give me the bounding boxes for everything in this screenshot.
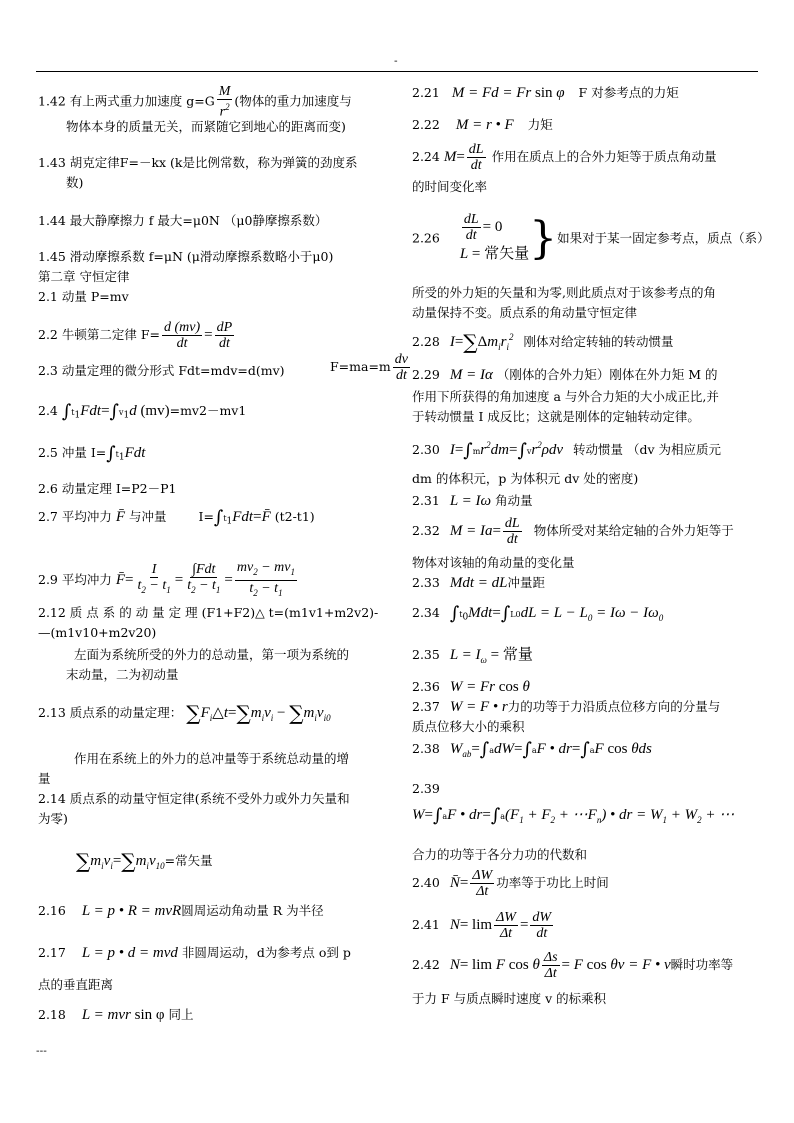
text-2-13b: 作用在系统上的外力的总冲量等于系统总动量的增: [74, 751, 350, 766]
label-2-4: 2.4: [38, 403, 58, 418]
text-2-37b: 质点位移大小的乘积: [412, 719, 525, 734]
label-2-36: 2.36: [412, 679, 440, 694]
formula-2-24: 2.24 M= $\frac{dL}{dt}$ 作用在质点上的合外力矩等于质点角动量: [412, 142, 717, 173]
text-2-32b: 物体对该轴的角动量的变化量: [412, 555, 575, 570]
formula-2-3b: F=ma=m $\frac{dv}{dt}$: [330, 352, 408, 383]
formula-2-30: 2.30 $I=\int mr^2dm=\int vr^2\rho dv$ 转动惯量 （dv 为相应质元: [412, 440, 722, 461]
text-2-14a: 2.14 质点系的动量守恒定律(系统不受外力或外力矢量和: [38, 791, 350, 806]
text-2-40: 功率等于功比上时间: [496, 875, 609, 890]
text-1-42b: (物体的重力加速度与: [234, 93, 352, 109]
text-2-3b: F=ma=m: [330, 359, 391, 374]
text-1-42a: 1.42 有上两式重力加速度 g=G: [38, 93, 215, 109]
formula-2-16: 2.16 L = p • R = mvR圆周运动角动量 R 为半径: [38, 903, 324, 919]
formula-2-18: 2.18 L = mvr sin φ 同上: [38, 1007, 194, 1023]
text-2-24: 作用在质点上的合外力矩等于质点角动量: [491, 149, 717, 164]
text-2-29c: 于转动惯量 I 成反比；这就是刚体的定轴转动定律。: [412, 409, 700, 424]
text-2-29b: 作用下所获得的角加速度 a 与外合力矩的大小成正比,并: [412, 389, 719, 404]
label-2-34: 2.34: [412, 605, 440, 620]
header-mark: -: [394, 56, 398, 67]
formula-2-32: 2.32 M = Ia= $\frac{dL}{dt}$ 物体所受对某给定轴的合外力矩等于: [412, 516, 734, 547]
text-1-45: 1.45 滑动摩擦系数 f=μN (μ滑动摩擦系数略小于μ0): [38, 249, 334, 264]
formula-2-28: 2.28 $I=\sum\Delta m_ir_i^2$ 刚体对给定转轴的转动惯量: [412, 330, 674, 354]
text-2-17: 非圆周运动，d为参考点 o到 p: [181, 945, 351, 960]
formula-2-41: 2.41 N= lim $\frac{\Delta W}{\Delta t}$ = $\frac{dW}{dt}$: [412, 910, 552, 941]
text-2-1: 2.1 动量 P=mv: [38, 289, 129, 304]
label-2-35: 2.35: [412, 647, 440, 662]
formula-2-14: $\sum m_iv_i=\sum m_iv_{10}=$常矢量: [76, 849, 213, 873]
text-2-21: F 对参考点的力矩: [578, 85, 679, 100]
text-2-12a: 2.12 质 点 系 的 动 量 定 理 (F1+F2)△ t=(m1v1+m2v2)-: [38, 605, 379, 620]
text-2-37: 力的功等于力沿质点位移方向的分量与: [507, 699, 721, 714]
fraction-m-r2: $\frac{M}{r^2}$: [218, 84, 231, 120]
text-2-31: 角动量: [495, 493, 533, 508]
formula-2-9: 2.9 平均冲力 F̄= $\frac{I}{t_2 - t_1}$ = $\frac{\text{∫Fdt}}{t_2 - t_1}$ = $\frac{mv_2 - mv_1}{t_2 - t_1}$: [38, 560, 295, 598]
text-2-17b: 点的垂直距离: [38, 977, 114, 992]
formula-2-37: 2.37 W = F • r力的功等于力沿质点位移方向的分量与: [412, 699, 721, 715]
text-2-2: 2.2 牛顿第二定律 F=: [38, 327, 160, 342]
label-2-39: 2.39: [412, 781, 440, 796]
text-2-26c: 动量保持不变。质点系的角动量守恒定律: [412, 305, 638, 320]
label-2-24: 2.24: [412, 149, 440, 164]
header-rule: [36, 71, 758, 72]
text-2-6: 2.6 动量定理 I=P2－P1: [38, 481, 177, 496]
formula-2-29: 2.29 M = Iα （刚体的合外力矩）刚体在外力矩 M 的: [412, 367, 718, 383]
text-2-29: （刚体的合外力矩）刚体在外力矩 M 的: [496, 367, 718, 382]
text-2-39: 合力的功等于各分力功的代数和: [412, 847, 588, 862]
formula-2-42: 2.42 N= lim F cos θ $\frac{\Delta s}{\Delta t}$ = F cos θv = F • v瞬时功率等: [412, 950, 734, 981]
formula-2-5: 2.5 冲量 $I=\int t_1Fdt$: [38, 443, 146, 464]
formula-2-2: 2.2 牛顿第二定律 F= $\frac{d (mv)}{dt}$ = $\frac{dP}{dt}$: [38, 320, 233, 351]
label-2-22: 2.22: [412, 117, 440, 132]
formula-2-4: 2.4 $\int t_1Fdt=\int v_1d$ (mv)=mv2－mv1: [38, 401, 247, 422]
text-2-12c: 左面为系统所受的外力的总动量，第一项为系统的: [74, 647, 350, 662]
text-2-12d: 末动量，二为初动量: [66, 667, 179, 682]
formula-2-31: 2.31 L = Iω 角动量: [412, 493, 533, 509]
text-1-42c: 物体本身的质量无关，而紧随它到地心的距离而变): [66, 119, 346, 134]
label-2-28: 2.28: [412, 334, 440, 349]
text-2-7d: (t2-t1): [274, 509, 315, 524]
text-2-28: 刚体对给定转轴的转动惯量: [523, 334, 674, 349]
formula-2-39: W=∫aF • $dr=\int a(F_1 + F_2$ + $\cdots F_n$) • dr = $W_1 + W_2$ + ⋯: [412, 805, 735, 826]
formula-2-26: 2.26 $\frac{dL}{dt}$ = 0 L = 常矢量 }如果对于某一固定参考点，质点（系）: [412, 212, 770, 264]
formula-2-17: 2.17 L = p • d = mvd 非圆周运动，d为参考点 o到 p: [38, 945, 351, 961]
formula-1-42: [38, 84, 352, 120]
text-2-32: 物体所受对某给定轴的合外力矩等于: [533, 523, 734, 538]
label-2-21: 2.21: [412, 85, 440, 100]
formula-2-13: 2.13 质点系的动量定理： $\sum F_i\triangle t=\sum m_iv_i - \sum m_iv_{i0}$: [38, 701, 331, 725]
text-1-44: 1.44 最大静摩擦力 f 最大=μ0N （μ0静摩擦系数）: [38, 213, 328, 228]
text-2-42b: 于力 F 与质点瞬时速度 v 的标乘积: [412, 991, 607, 1006]
footer-mark: ---: [36, 1046, 47, 1057]
text-2-30b: dm 的体积元，p 为体积元 dv 处的密度): [412, 471, 639, 486]
text-2-22: 力矩: [527, 117, 553, 132]
label-2-26: 2.26: [412, 230, 440, 246]
text-2-24b: 的时间变化率: [412, 179, 488, 194]
text-2-12b: —(m1v10+m2v20): [38, 625, 157, 640]
text-2-5: 2.5 冲量 I=: [38, 445, 107, 460]
formula-2-40: 2.40 N̄= $\frac{\Delta W}{\Delta t}$ 功率等于功比上时间: [412, 868, 609, 899]
text-2-7b: 与冲量: [129, 509, 167, 524]
text-2-16: 圆周运动角动量 R 为半径: [181, 903, 324, 918]
label-2-16: 2.16: [38, 903, 66, 918]
label-2-41: 2.41: [412, 917, 440, 932]
text-2-18: 同上: [168, 1007, 194, 1022]
label-2-29: 2.29: [412, 367, 440, 382]
text-1-43b: 数): [66, 175, 84, 190]
label-2-31: 2.31: [412, 493, 440, 508]
formula-2-35: 2.35 $L = I_\omega$ = 常量: [412, 647, 533, 665]
formula-2-21: 2.21 M = Fd = Fr sin φ F 对参考点的力矩: [412, 85, 679, 101]
text-2-3: 2.3 动量定理的微分形式 Fdt=mdv=d(mv): [38, 363, 285, 378]
formula-2-36: 2.36 W = Fr cos θ: [412, 679, 530, 695]
label-2-42: 2.42: [412, 957, 440, 972]
label-2-18: 2.18: [38, 1007, 66, 1022]
formula-2-38: 2.38 $W_{ab}=\int adW=\int aF$ • dr=∫aF cos θds: [412, 739, 652, 760]
formula-2-7: 2.7 平均冲力 F̄ 与冲量 $I=\int t_1Fdt=F̄$ (t2-t1): [38, 507, 315, 528]
text-2-7a: 2.7 平均冲力: [38, 509, 112, 524]
label-2-37: 2.37: [412, 699, 440, 714]
formula-2-22: 2.22 M = r • F 力矩: [412, 117, 553, 133]
formula-2-34: 2.34 $\int t_0Mdt=\int L0dL = L - L_0 = I\omega - I\omega_0$: [412, 603, 664, 624]
label-2-40: 2.40: [412, 875, 440, 890]
label-2-38: 2.38: [412, 741, 440, 756]
text-2-30: 转动惯量 （dv 为相应质元: [573, 442, 722, 457]
text-2-14c: =常矢量: [164, 853, 213, 868]
text-2-33: 冲量距: [507, 575, 545, 590]
text-2-13c: 量: [38, 771, 51, 786]
text-2-42: 瞬时功率等: [670, 957, 734, 972]
formula-2-33: 2.33 Mdt = dL冲量距: [412, 575, 545, 591]
text-2-14b: 为零): [38, 811, 68, 826]
label-2-17: 2.17: [38, 945, 66, 960]
text-2-26: 如果对于某一固定参考点，质点（系）: [557, 230, 770, 246]
chapter-title: 第二章 守恒定律: [38, 269, 130, 284]
text-1-43: 1.43 胡克定律F=－kx (k是比例常数，称为弹簧的劲度系: [38, 155, 358, 170]
label-2-33: 2.33: [412, 575, 440, 590]
text-2-9: 2.9 平均冲力: [38, 571, 112, 587]
text-2-26b: 所受的外力矩的矢量和为零,则此质点对于该参考点的角: [412, 285, 716, 300]
label-2-32: 2.32: [412, 523, 440, 538]
text-2-4: =mv2－mv1: [169, 403, 247, 418]
text-2-13: 2.13 质点系的动量定理：: [38, 705, 183, 720]
text-2-7c: I=: [198, 509, 214, 524]
label-2-30: 2.30: [412, 442, 440, 457]
